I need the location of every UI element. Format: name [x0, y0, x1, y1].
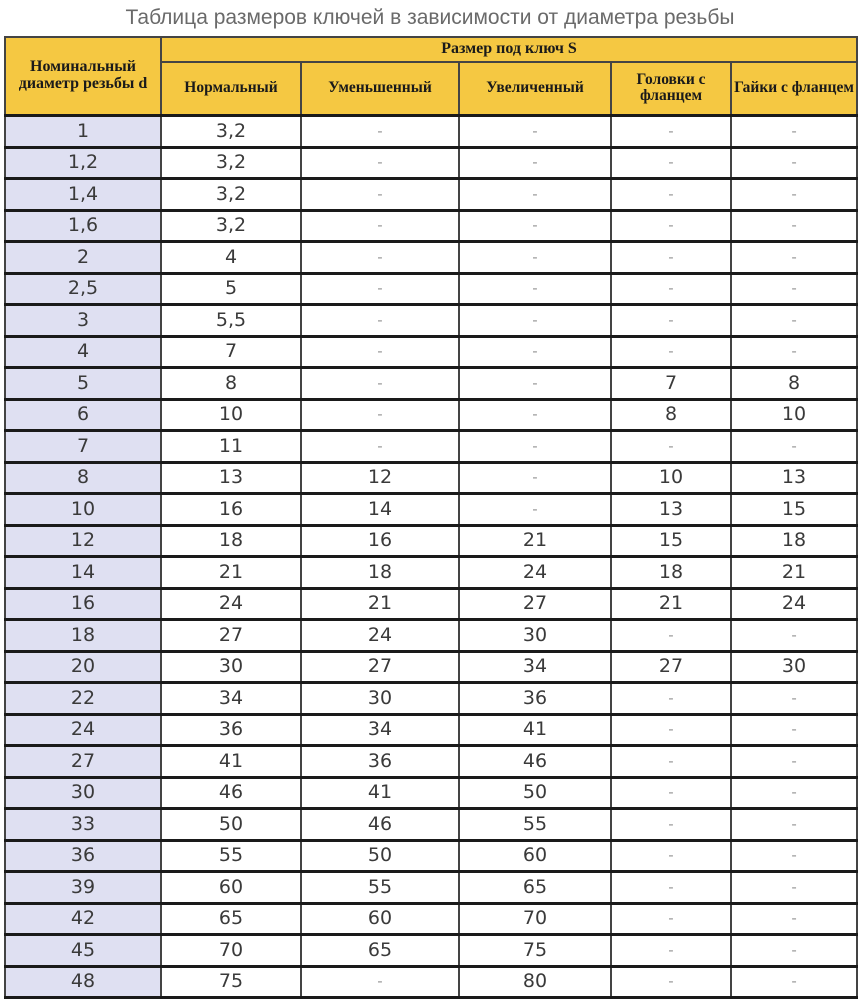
- cell-diameter: 1,4: [5, 179, 161, 211]
- cell-flange-heads: -: [611, 179, 731, 211]
- cell-normal: 13: [161, 462, 301, 494]
- table-row: [5, 777, 857, 809]
- cell-diameter: 14: [5, 557, 161, 589]
- cell-enlarged: -: [459, 116, 611, 148]
- cell-flange-nuts: 30: [731, 651, 857, 683]
- cell-flange-nuts: -: [731, 872, 857, 904]
- cell-reduced: -: [301, 242, 459, 274]
- cell-flange-nuts: 10: [731, 399, 857, 431]
- cell-normal: 21: [161, 557, 301, 589]
- cell-normal: 75: [161, 966, 301, 998]
- header-diameter: Номинальный диаметр резьбы d: [5, 37, 161, 116]
- table-row: [5, 305, 857, 337]
- header-flange-heads: Головки с фланцем: [611, 62, 731, 116]
- cell-reduced: -: [301, 116, 459, 148]
- wrench-size-table: [4, 36, 858, 999]
- table-body: [5, 116, 857, 998]
- cell-diameter: 8: [5, 462, 161, 494]
- cell-flange-nuts: -: [731, 179, 857, 211]
- cell-diameter: 22: [5, 683, 161, 715]
- cell-flange-heads: 15: [611, 525, 731, 557]
- header-flange-nuts: Гайки с фланцем: [731, 62, 857, 116]
- table-row: [5, 399, 857, 431]
- cell-flange-nuts: -: [731, 903, 857, 935]
- cell-normal: 70: [161, 935, 301, 967]
- cell-normal: 65: [161, 903, 301, 935]
- cell-normal: 16: [161, 494, 301, 526]
- cell-enlarged: 34: [459, 651, 611, 683]
- cell-reduced: 12: [301, 462, 459, 494]
- table-row: [5, 557, 857, 589]
- cell-diameter: 12: [5, 525, 161, 557]
- cell-diameter: 45: [5, 935, 161, 967]
- table-header: [5, 37, 857, 116]
- cell-reduced: -: [301, 336, 459, 368]
- cell-flange-nuts: -: [731, 683, 857, 715]
- table-row: [5, 651, 857, 683]
- cell-normal: 27: [161, 620, 301, 652]
- table-row: [5, 462, 857, 494]
- cell-reduced: -: [301, 179, 459, 211]
- header-normal: Нормальный: [161, 62, 301, 116]
- cell-flange-nuts: -: [731, 935, 857, 967]
- cell-reduced: -: [301, 273, 459, 305]
- cell-enlarged: -: [459, 399, 611, 431]
- cell-enlarged: -: [459, 242, 611, 274]
- table-row: [5, 588, 857, 620]
- cell-enlarged: 36: [459, 683, 611, 715]
- cell-reduced: 24: [301, 620, 459, 652]
- cell-flange-heads: -: [611, 305, 731, 337]
- cell-diameter: 6: [5, 399, 161, 431]
- cell-reduced: 27: [301, 651, 459, 683]
- cell-flange-heads: -: [611, 935, 731, 967]
- cell-reduced: -: [301, 210, 459, 242]
- cell-flange-nuts: 13: [731, 462, 857, 494]
- cell-diameter: 27: [5, 746, 161, 778]
- cell-flange-heads: -: [611, 147, 731, 179]
- cell-enlarged: 60: [459, 840, 611, 872]
- cell-normal: 36: [161, 714, 301, 746]
- cell-flange-heads: -: [611, 809, 731, 841]
- table-row: [5, 179, 857, 211]
- cell-diameter: 1,2: [5, 147, 161, 179]
- cell-normal: 41: [161, 746, 301, 778]
- cell-flange-nuts: -: [731, 620, 857, 652]
- cell-flange-heads: -: [611, 903, 731, 935]
- cell-diameter: 39: [5, 872, 161, 904]
- table-row: [5, 147, 857, 179]
- table-row: [5, 872, 857, 904]
- cell-enlarged: 50: [459, 777, 611, 809]
- cell-reduced: 36: [301, 746, 459, 778]
- cell-flange-heads: -: [611, 714, 731, 746]
- cell-diameter: 36: [5, 840, 161, 872]
- cell-normal: 18: [161, 525, 301, 557]
- cell-flange-nuts: -: [731, 210, 857, 242]
- cell-flange-heads: -: [611, 116, 731, 148]
- cell-flange-heads: -: [611, 966, 731, 998]
- table-row: [5, 935, 857, 967]
- cell-diameter: 33: [5, 809, 161, 841]
- cell-reduced: 41: [301, 777, 459, 809]
- cell-flange-heads: 10: [611, 462, 731, 494]
- cell-reduced: -: [301, 368, 459, 400]
- cell-flange-heads: 27: [611, 651, 731, 683]
- table-row: [5, 336, 857, 368]
- cell-diameter: 1: [5, 116, 161, 148]
- cell-enlarged: -: [459, 431, 611, 463]
- cell-normal: 3,2: [161, 210, 301, 242]
- cell-enlarged: 46: [459, 746, 611, 778]
- cell-enlarged: -: [459, 147, 611, 179]
- cell-diameter: 18: [5, 620, 161, 652]
- cell-normal: 7: [161, 336, 301, 368]
- cell-flange-nuts: 24: [731, 588, 857, 620]
- cell-flange-nuts: 8: [731, 368, 857, 400]
- cell-normal: 4: [161, 242, 301, 274]
- header-reduced: Уменьшенный: [301, 62, 459, 116]
- cell-normal: 46: [161, 777, 301, 809]
- cell-normal: 30: [161, 651, 301, 683]
- cell-enlarged: -: [459, 305, 611, 337]
- table-row: [5, 840, 857, 872]
- cell-diameter: 24: [5, 714, 161, 746]
- cell-enlarged: -: [459, 179, 611, 211]
- table-row: [5, 809, 857, 841]
- cell-enlarged: -: [459, 210, 611, 242]
- cell-flange-heads: -: [611, 242, 731, 274]
- cell-flange-heads: -: [611, 746, 731, 778]
- cell-reduced: 46: [301, 809, 459, 841]
- cell-flange-heads: -: [611, 620, 731, 652]
- cell-normal: 5,5: [161, 305, 301, 337]
- cell-diameter: 30: [5, 777, 161, 809]
- table-row: [5, 620, 857, 652]
- cell-reduced: -: [301, 966, 459, 998]
- cell-flange-nuts: -: [731, 336, 857, 368]
- cell-enlarged: 80: [459, 966, 611, 998]
- cell-enlarged: 30: [459, 620, 611, 652]
- cell-flange-heads: -: [611, 336, 731, 368]
- cell-flange-nuts: -: [731, 809, 857, 841]
- cell-normal: 3,2: [161, 147, 301, 179]
- cell-normal: 24: [161, 588, 301, 620]
- cell-reduced: -: [301, 147, 459, 179]
- table-row: [5, 431, 857, 463]
- cell-reduced: 34: [301, 714, 459, 746]
- table-row: [5, 714, 857, 746]
- cell-flange-heads: -: [611, 777, 731, 809]
- table-row: [5, 683, 857, 715]
- cell-flange-nuts: -: [731, 714, 857, 746]
- cell-normal: 10: [161, 399, 301, 431]
- header-wrench-size-group: Размер под ключ S: [161, 37, 857, 62]
- table-row: [5, 368, 857, 400]
- cell-reduced: 55: [301, 872, 459, 904]
- cell-normal: 34: [161, 683, 301, 715]
- cell-reduced: 65: [301, 935, 459, 967]
- cell-flange-nuts: 21: [731, 557, 857, 589]
- table-title: Таблица размеров ключей в зависимости от диаметра резьбы: [125, 6, 735, 29]
- cell-normal: 11: [161, 431, 301, 463]
- cell-reduced: -: [301, 305, 459, 337]
- cell-diameter: 1,6: [5, 210, 161, 242]
- cell-reduced: -: [301, 431, 459, 463]
- cell-flange-nuts: -: [731, 777, 857, 809]
- cell-flange-nuts: -: [731, 147, 857, 179]
- cell-flange-heads: -: [611, 273, 731, 305]
- cell-diameter: 4: [5, 336, 161, 368]
- table-row: [5, 494, 857, 526]
- cell-enlarged: 70: [459, 903, 611, 935]
- cell-normal: 3,2: [161, 116, 301, 148]
- cell-flange-nuts: 18: [731, 525, 857, 557]
- cell-diameter: 42: [5, 903, 161, 935]
- cell-enlarged: 27: [459, 588, 611, 620]
- cell-normal: 50: [161, 809, 301, 841]
- cell-diameter: 20: [5, 651, 161, 683]
- cell-diameter: 5: [5, 368, 161, 400]
- cell-normal: 5: [161, 273, 301, 305]
- cell-flange-heads: 18: [611, 557, 731, 589]
- cell-diameter: 48: [5, 966, 161, 998]
- cell-diameter: 3: [5, 305, 161, 337]
- cell-reduced: 50: [301, 840, 459, 872]
- cell-reduced: 21: [301, 588, 459, 620]
- cell-diameter: 7: [5, 431, 161, 463]
- cell-enlarged: 65: [459, 872, 611, 904]
- header-enlarged: Увеличенный: [459, 62, 611, 116]
- cell-diameter: 16: [5, 588, 161, 620]
- table-row: [5, 525, 857, 557]
- table-row: [5, 242, 857, 274]
- cell-flange-heads: -: [611, 210, 731, 242]
- cell-flange-heads: 7: [611, 368, 731, 400]
- cell-reduced: 30: [301, 683, 459, 715]
- cell-enlarged: -: [459, 462, 611, 494]
- cell-enlarged: 21: [459, 525, 611, 557]
- cell-diameter: 2,5: [5, 273, 161, 305]
- cell-reduced: 14: [301, 494, 459, 526]
- cell-flange-heads: -: [611, 840, 731, 872]
- cell-flange-heads: 13: [611, 494, 731, 526]
- cell-flange-nuts: -: [731, 840, 857, 872]
- cell-diameter: 10: [5, 494, 161, 526]
- table-row: [5, 746, 857, 778]
- table-row: [5, 966, 857, 998]
- cell-diameter: 2: [5, 242, 161, 274]
- cell-normal: 3,2: [161, 179, 301, 211]
- table-row: [5, 116, 857, 148]
- cell-enlarged: -: [459, 273, 611, 305]
- cell-reduced: 60: [301, 903, 459, 935]
- cell-reduced: -: [301, 399, 459, 431]
- cell-flange-nuts: -: [731, 273, 857, 305]
- cell-flange-heads: -: [611, 683, 731, 715]
- cell-enlarged: 55: [459, 809, 611, 841]
- cell-flange-heads: -: [611, 431, 731, 463]
- cell-flange-nuts: -: [731, 305, 857, 337]
- cell-enlarged: -: [459, 368, 611, 400]
- cell-normal: 8: [161, 368, 301, 400]
- cell-flange-heads: -: [611, 872, 731, 904]
- cell-flange-heads: 21: [611, 588, 731, 620]
- cell-flange-nuts: -: [731, 746, 857, 778]
- cell-reduced: 16: [301, 525, 459, 557]
- cell-enlarged: 24: [459, 557, 611, 589]
- cell-flange-heads: 8: [611, 399, 731, 431]
- cell-enlarged: -: [459, 494, 611, 526]
- cell-enlarged: 75: [459, 935, 611, 967]
- cell-flange-nuts: -: [731, 242, 857, 274]
- cell-enlarged: 41: [459, 714, 611, 746]
- cell-flange-nuts: 15: [731, 494, 857, 526]
- cell-normal: 60: [161, 872, 301, 904]
- cell-flange-nuts: -: [731, 116, 857, 148]
- table-row: [5, 210, 857, 242]
- table-row: [5, 903, 857, 935]
- cell-enlarged: -: [459, 336, 611, 368]
- table-row: [5, 273, 857, 305]
- cell-normal: 55: [161, 840, 301, 872]
- cell-flange-nuts: -: [731, 966, 857, 998]
- cell-reduced: 18: [301, 557, 459, 589]
- cell-flange-nuts: -: [731, 431, 857, 463]
